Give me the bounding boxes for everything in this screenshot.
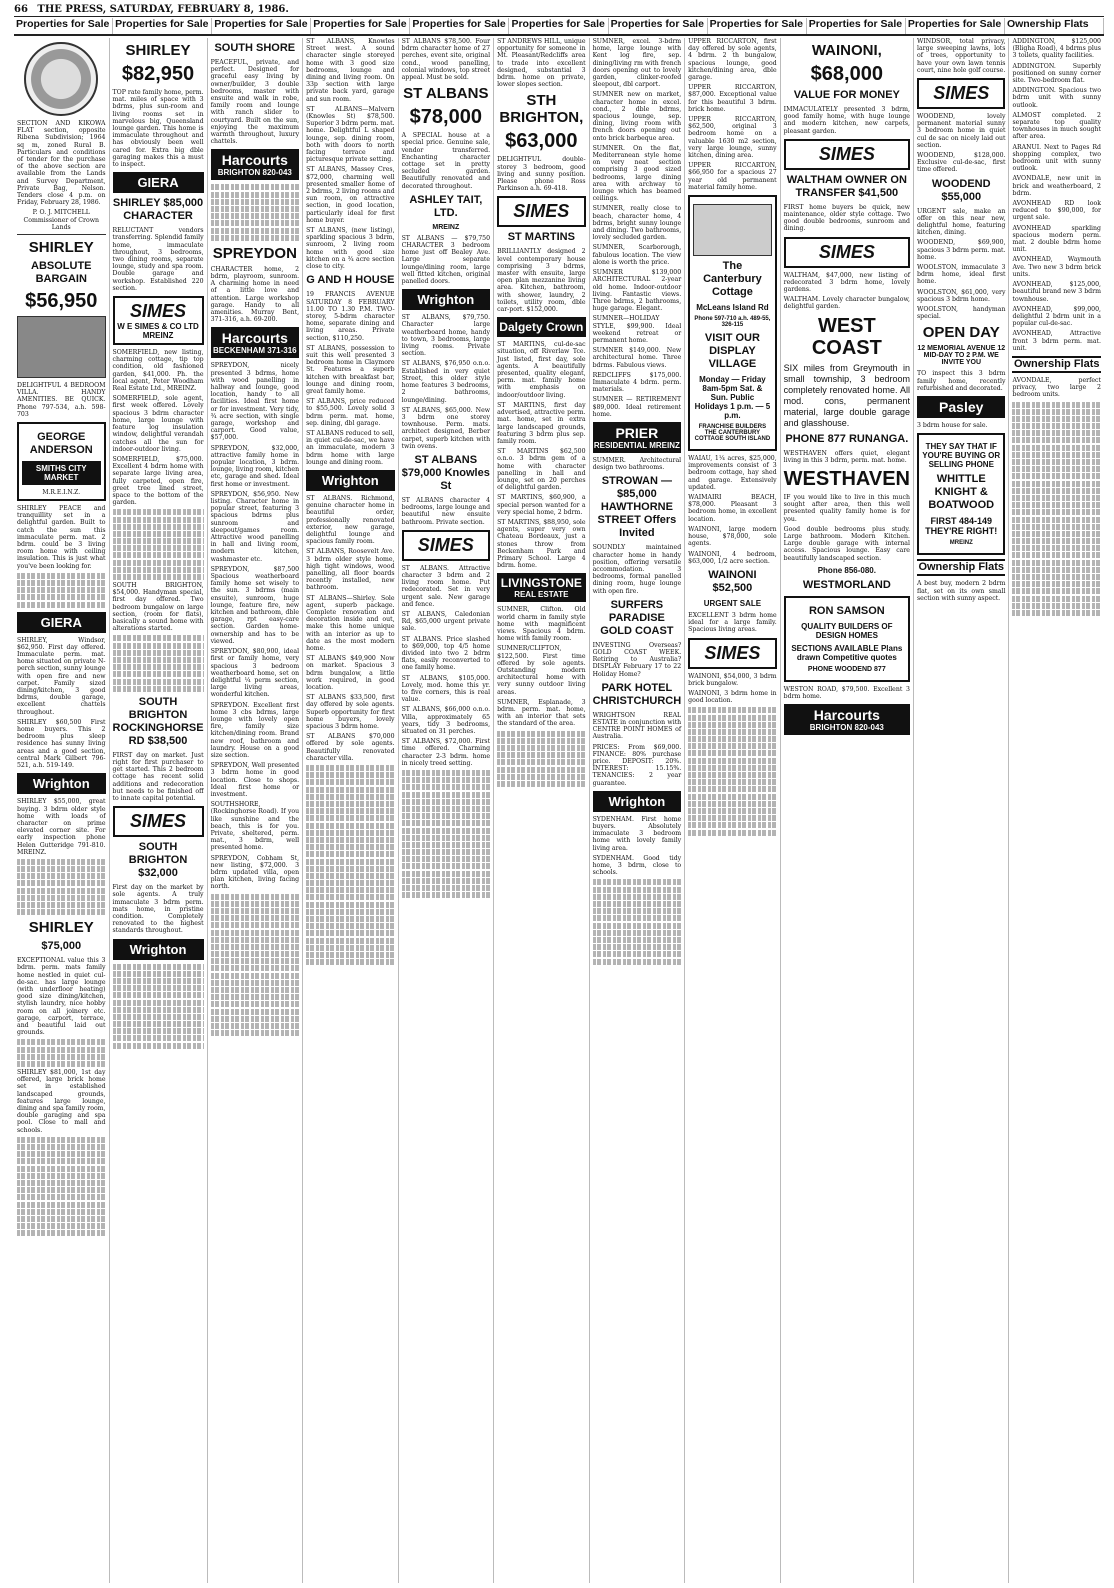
ad-text: ST ALBANS, $65,000. New 3 bdrm one storey townhouse. Perm. mats. architect designed, Berber carpet, superb kitchen with twin ovens. (401, 406, 491, 450)
ad-text: SYDENHAM. Good tidy home, 3 bdrm, close to schools. (592, 854, 682, 877)
simes-logo: SIMES (784, 139, 910, 170)
agency-sub: MREINZ (949, 540, 973, 547)
ad-text: SPREYDON, $87,500 Spacious weatherboard family home set wisely to the sun. 3 bdrms (main ensuite), sunroom, huge lounge, feature fire, new kitchen and bathroom, dble garage, rpt easy-care section. Garden home-ownership and has to be viewed. (210, 565, 300, 645)
ad-heading: SPREYDON (212, 244, 297, 262)
cottage-logo: The Canterbury Cottage (703, 260, 762, 299)
ad-text: WAIMAIRI BEACH, $78,000. Pleasant 3 bedroom home, in excellent location. (688, 494, 777, 523)
masthead (14, 4, 1104, 17)
section-header: Properties for Sale (609, 18, 708, 34)
masthead-title: THE PRESS, SATURDAY, FEBRUARY 8, 1986. (37, 4, 289, 15)
ad-heading: SOUTH SHORE (214, 42, 296, 54)
ad-text: Good double bedrooms plus study. Large bathroom. Modern Kitchen. Large double garage with internal access. Spacious lounge. Easy care beautifully landscaped section. (783, 525, 910, 562)
ad-text: WALTHAM. Lovely character bungalow, delightful garden. (783, 296, 910, 311)
ad-text: A SPECIAL house at a special price. Genuine sale, vendor transferred. Enchanting character cottage set in pretty secluded garden. Beautifully renovated and decorated throughout. (401, 132, 491, 190)
section-header: Ownership Flats (1005, 18, 1104, 34)
ad-text: ST ALBANS, $76,950 o.n.o. Established in very quiet Street, this older style home features 3 bedrooms, 2 bathrooms, lounge/dining. (401, 360, 491, 404)
tender-notice: SECTION AND KIKOWA FLAT section, opposite Ribena Subdivision; 1964 sq m, zoned Rural B. Particulars and conditions of tender for the purchase of the above section are available from the Lands and Survey Department, Private Bag, Nelson. Tenders close 4 p.m. on Friday, February 28, 1986. (17, 120, 106, 207)
ad-text: URGENT sale, make an offer on this near new, delightful home, featuring kitchen, dining. (916, 207, 1006, 237)
agent-name: ASHLEY TAIT, LTD. (409, 193, 483, 219)
ad-text: SUMNER new on market, character home in excel. cond., 2 dble bdrms, spacious lounge, sep. dining, living room with french doors opening out onto brick barbeque area. (592, 91, 682, 142)
ad-text: SPREYDON, $80,900, ideal first or family home, very spacious 3 bedroom weatherboard home, set on delightful ¼ perm section, large living areas, wonderful kitchen. (210, 648, 300, 699)
ad-text: EXCEPTIONAL value this 3 bdrm. perm. mats family home nestled in quiet cul-de-sac. has large lounge (with underfloor heating) good size dining/kitchen, stylish laundry, nice hobby room on all joinery etc. garage, carport, terrace, and beautiful laid out grounds. (17, 957, 106, 1037)
ad-text: 19 FRANCIS AVENUE SATURDAY 8 FEBRUARY 11.00 TO 1.30 P.M. TWO-storey, 5-bdrm character home, separate dining and living areas. Private section, $110,250. (306, 291, 395, 342)
ad-text: ST ALBANS. Price slashed to $69,000, top 4/5 home divided into two 2 bdrm flats, easily reconverted to one family home. (401, 635, 491, 672)
ad-text: AVONHEAD, $125,000, beautiful brand new 3 bdrm townhouse. (1012, 281, 1101, 303)
ad-text: UPPER RICCARTON, $62,500, original 3 bedroom home on a valuable 1630 m2 section, very large lounge, sunny kitchen, dining area. (688, 116, 777, 160)
section-header: Properties for Sale (14, 18, 113, 34)
ad-text: ADDINGTON. Superbly positioned on sunny corner site. Two-bedroom flat. (1012, 62, 1101, 85)
simes-logo: SIMES (497, 196, 586, 227)
ad-heading: WALTHAM OWNER ON TRANSFER $41,500 (786, 173, 907, 199)
wrighton-logo: Wrighton (113, 939, 204, 960)
ad-text: ST MARTINS, first day advertised, attractive perm. mat. home, set in extra large landscaped grounds, featuring 3 bdrm plus sep. family room. (497, 401, 586, 445)
simes-logo: SIMES (688, 638, 777, 669)
simes-logo-text: SIMES (130, 301, 187, 322)
ad-price: $78,000 (409, 106, 482, 129)
ad-text: FIRST home buyers be quick, new maintenance, older style cottage. Two good double bedrooms, sunroom and dining. (783, 203, 910, 233)
ad-heading: STH BRIGHTON, (499, 92, 584, 127)
prier-logo (593, 422, 682, 453)
livingstone-sub: REAL ESTATE (497, 590, 586, 599)
harcourts-logo (784, 704, 910, 735)
ad-text: SUMNER. On the flat, Mediterranean style home on very neat section comprising 3 good sized bedrooms, large dining area with archway to lounge which has beamed ceilings. (592, 144, 682, 203)
ad-heading: SURFERS PARADISE GOLD COAST (600, 598, 674, 637)
ad-text: WAINONI, large modern house, $78,000, sole agents. (688, 525, 777, 548)
ad-text: DELIGHTFUL double-storey 3 bedroom, good living and sunny position. Please phone Ross Parkinson a.h. 69-418. (497, 156, 586, 193)
agency-phone: FIRST 484-149 THEY'RE RIGHT! (925, 516, 998, 537)
giera-logo: GIERA (113, 172, 204, 193)
ad-text: WOODEND, lovely permanent material sunny 3 bedroom home in quiet cul de sac on nicely laid out section. (916, 113, 1006, 149)
text-lines (211, 184, 300, 240)
harcourts-logo-text: Harcourts (813, 707, 880, 724)
harcourts-phone: BRIGHTON 820-043 (211, 168, 300, 177)
text-lines (688, 707, 777, 835)
text-lines (113, 509, 204, 580)
section-header: Ownership Flats (917, 559, 1006, 576)
section-header: Properties for Sale (410, 18, 509, 34)
text-lines (113, 964, 204, 1049)
section-headers (14, 18, 1104, 36)
ad-heading: WAINONI $52,500 (708, 568, 757, 594)
ad-text: ALMOST completed. 2 separate top quality townhouses in much sought after area. (1012, 111, 1101, 141)
text-lines (211, 894, 300, 1037)
cottage-photo (693, 204, 772, 256)
cottage-visit: VISIT OUR DISPLAY VILLAGE (704, 332, 760, 371)
ad-text: TO inspect this 3 bdrm family home, recently refurbished and decorated. (916, 370, 1006, 392)
ad-text: SOUNDLY maintained character home in handy position, offering versatile accommodation. 3 bedrooms, formal panelled dining room, huge lounge with open fire. (592, 544, 682, 595)
ad-text: INVESTING Overseas? GOLD COAST WEEK. Retiring to Australia? DISPLAY February 17 to 22 Holiday Home? (592, 641, 682, 678)
ad-text: A best buy, modern 2 bdrm flat, set on its own small section with sunny aspect. (916, 580, 1006, 602)
ad-text: ST ALBANS, $79,750. Character large weatherboard home, handy to town, 3 bedrooms, large living rooms. Private section. (401, 314, 491, 358)
ad-heading: WESTHAVEN (783, 468, 910, 491)
ad-heading: G AND H HOUSE (306, 274, 395, 287)
cottage-hours: Monday — Friday 8am-5pm Sat. & Sun. Public Holidays 1 p.m. — 5 p.m. (694, 375, 771, 421)
whittle-knight-ad (917, 433, 1006, 555)
text-lines (306, 765, 395, 965)
harcourts-logo (211, 327, 300, 358)
ad-price: $63,000 (505, 130, 578, 153)
section-header: Properties for Sale (807, 18, 906, 34)
text-lines (1012, 402, 1101, 616)
ad-text: SOUTH BRIGHTON, $54,000. Handyman special, first day offered. Two bedroom bungalow on large section, (room for flats), basically a sound home with alterations started. (112, 582, 204, 633)
open-day-address: 12 MEMORIAL AVENUE 12 MID-DAY TO 2 P.M. WE INVITE YOU (917, 345, 1006, 367)
ad-text: SUMMER. Architectural design two bathrooms. (592, 456, 682, 472)
ad-text: SUMNER — RETIREMENT $89,000. Ideal retirement home. (592, 396, 682, 418)
ad-text: AVONHEAD, Waymouth Ave. Two new 3 bdrm brick units. (1012, 256, 1101, 278)
ad-heading: ST ALBANS $79,000 Knowles St (401, 453, 490, 492)
column-1 (14, 38, 110, 1583)
ad-text: ST ALBANS, Massey Cres, $72,000, charming well presented smaller home of 2 bdrms, 2 living rooms and sun room, on attractive section, in good location, particularly ideal for first home buyer. (306, 166, 395, 224)
ad-text: ST MARTINS, $60,900, a special person wanted for a very special home, 2 bdrm. (497, 494, 586, 516)
ad-text: ST ALBANS $70,000 offered by sole agents. Beautifully renovated character villa. (306, 733, 395, 762)
ad-heading: SHIRLEY $85,000 CHARACTER (112, 197, 204, 223)
ad-heading: PARK HOTEL CHRISTCHURCH (592, 681, 682, 707)
ad-text: SUMNER $149,000. New architectural home. Three bdrms. Fabulous views. (592, 347, 682, 369)
ad-text: UPPER RICCARTON, $66,950 for a spacious 27 year old permanent material family home. (688, 162, 777, 191)
ad-text: WINDSOR, total privacy, large sweeping lawns, lots of trees, opportunity to have your own lawn tennis court, nine hole golf course. (916, 38, 1006, 74)
builder-tagline: QUALITY BUILDERS OF DESIGN HOMES (801, 621, 893, 640)
ad-price: $82,950 (121, 63, 195, 85)
ad-price: $75,000 (41, 940, 82, 953)
ad-text: SIX miles from Greymouth in small township, 3 bedroom completely renovated home. All mod. cons, permanent material, large double garage and glasshouse. (783, 362, 910, 428)
ad-text: EXCELLENT 3 bdrm home ideal for a large family. Spacious living areas. (688, 611, 777, 634)
ad-text: ST ALBANS. Richmond, genuine character home in beautiful order, professionally renovated exterior, new garage, delightful lounge and spacious family room. (306, 494, 395, 546)
cottage-address: McLeans Island Rd (696, 303, 769, 313)
ad-heading: WEST COAST (811, 314, 882, 359)
ad-heading: SHIRLEY (28, 919, 94, 937)
ad-text: UPPER RICCARTON, first day offered by sole agents, 4 bdrm. 2 th bungalow, spacious lounge, good kitchen/dining area, dble garage. (688, 38, 777, 82)
ad-text: BRILLIANTLY designed 2 level contemporary house comprising 3 bdrms, master with ensuite, large open plan mezzanine living area. Kitchen, bathroom, with shower, laundry, 2 toilets, utility room, dble car-port. $152,000. (497, 248, 586, 314)
text-lines (113, 635, 204, 691)
ad-subheading: ABSOLUTE BARGAIN (31, 260, 92, 286)
prier-logo-text: PRIER (615, 424, 659, 441)
simes-logo-sub: W E SIMES & CO LTD MREINZ (117, 322, 199, 341)
ad-text: ARANUI. Next to Pages Rd shopping complex, two bedroom unit with sunny outlook. (1012, 143, 1101, 173)
ad-text: PRICES: From $69,000. FINANCE: 80% purchase price. DEPOSIT: 20%. INTEREST: 15.15%. TENANCIES: 2 year guarantee. (592, 743, 682, 787)
ad-text: WOODEND, $69,900, spacious 3 bdrm perm. mat. home. (916, 239, 1006, 261)
ad-text: SPREYDON. Excellent first home 3 cbs bdrms, large lounge with lovely open fire, family size kitchen/dining room. Brand new roof, bathroom and laundry. House on a good size section. (210, 701, 300, 759)
open-day-heading: OPEN DAY (922, 324, 1000, 342)
ad-text: IF you would like to live in this much sought after area, then this well presented quality family home is for you. (783, 494, 910, 523)
ad-text: SPREYDON, Cobham St, new listing, $72,000. 3 bdrm updated villa, open plan kitchen, living facing north. (210, 854, 300, 891)
ad-text: WALTHAM, $47,000, new listing of redecorated 3 bdrm home, lovely gardens. (783, 271, 910, 294)
simes-logo: SIMES (113, 806, 204, 837)
ad-text: SHIRLEY, Windsor, $62,950. First day offered. Immaculate perm. mat. home situated on private N-perch section, sunny lounge with open fire and new carpet. Family sized dining/kitchen, 3 good bdrms, double garage, excellent chattels throughout. (17, 636, 106, 716)
wrighton-logo: Wrighton (17, 773, 106, 794)
ad-text: WAINONI, 3 bdrm home in good location. (688, 689, 777, 705)
ad-text: WESTHAVEN offers quiet, elegant living in this 3 bdrm, perm. mat. home. (783, 449, 910, 464)
ad-price: $56,950 (25, 290, 98, 313)
ad-text: IMMACULATELY presented 3 bdrm, good family home, with huge lounge and modern kitchen, new carpets, pleasant garden. (783, 106, 910, 135)
ad-text: ST ALBANS reduced to sell, in quiet cul-de-sac, we have an immaculate, modern 3 bdrm home with large lounge and dining room. (306, 429, 395, 466)
ad-text: ST ALBANS—Malvern (Knowles St) $78,500. Superior 3 bdrm perm. mat. home. Delightful L shaped lounge, sep. dining room, both with doors to north facing terrace and picturesque private setting. (306, 105, 395, 164)
ad-phone: Phone 856-080. (817, 565, 876, 575)
livingstone-logo-text: LIVINGSTONE (500, 576, 582, 591)
builder-phone: PHONE WOODEND 877 (807, 665, 886, 673)
ad-text: UPPER RICCARTON, $87,000. Exceptional value for this beautiful 3 bdrm. brick home. (688, 84, 777, 113)
canterbury-cottage-ad (688, 195, 777, 451)
agent-logo-text: SMITHS CITY MARKET (35, 464, 87, 483)
column-6 (494, 38, 590, 1583)
harcourts-logo (211, 149, 300, 180)
wrighton-logo: Wrighton (306, 470, 395, 491)
ad-text: SOMERFIELD, $75,000. Excellent 4 bdrm home with separate large living area, fully carpeted, open fire, greet tree lined street, space to the bottom of the garden. (112, 455, 204, 507)
ad-text: ST ALBANS—Shirley. Sole agent, superb package. Complete renovation and decoration inside and out, make this home unique with an interior as up to date as the most modern home. (306, 594, 395, 653)
ad-text: WOOLSTON, immaculate 3 bdrm home, ideal first home. (916, 264, 1006, 286)
text-lines (17, 1137, 106, 1236)
ad-text: ADDINGTON, $125,000 (Bligha Road), 4 bdrms plus 3 toilets, quality facilities. (1012, 38, 1101, 60)
ad-text: SPREYDON, Well presented 3 bdrm home in good location. Close to shops. Ideal first home or investment. (210, 762, 300, 798)
pasley-logo: Pasley (917, 396, 1006, 418)
speech-bubble-text: THEY SAY THAT IF YOU'RE BUYING OR SELLING PHONE (922, 442, 1001, 470)
ad-text: ST ALBANS, $66,000 o.n.o. Villa, approximately 65 years, tidy 3 bedrooms, situated on 31 perches. (401, 706, 491, 735)
ad-text: REDCLIFFS $175,000. Immaculate 4 bdrm. perm. materials. (592, 371, 682, 394)
ad-text: WOODEND, $128,000. Exclusive cul-de-sac, first time offered. (916, 152, 1006, 174)
ad-text: ST ALBANS, price reduced to $55,500. Lovely solid 3 bdrm perm. mat. home, sep. dining, dbl garage. (306, 398, 395, 427)
ad-text: WAINONI, 4 bedroom, $63,000, 1/2 acre section. (688, 550, 777, 565)
ad-text: SOMERFIELD, sole agent, first week offered. Lovely spacious 3 bdrm character home, large lounge with feature log insulation window, delightful verandah catches all the sun for indoor-outdoor living. (112, 395, 204, 453)
divider (17, 234, 106, 235)
harcourts-logo-text: Harcourts (221, 330, 288, 347)
section-header: Properties for Sale (212, 18, 311, 34)
ad-text: SUMNER/CLIFTON, $122,500. First time offered by sole agents. Outstanding modern architectural home with very sunny outdoor living areas. (497, 645, 586, 696)
ad-text: AVONDALE, perfect privacy, two large 2 bedroom units. (1012, 376, 1101, 399)
column-5 (399, 38, 495, 1583)
column-10 (914, 38, 1010, 1583)
text-lines (402, 770, 491, 898)
column-3 (208, 38, 304, 1583)
ad-text: WOOLSTON, handyman special. (916, 306, 1006, 321)
section-header: Properties for Sale (906, 18, 1005, 34)
ad-text: SUMNER, Clifton. Old world charm in family style home with magnificent views. Spacious 4 bdrm. home with family room. (497, 606, 586, 643)
agent-logo (22, 461, 101, 485)
section-header: Properties for Sale (708, 18, 807, 34)
column-11 (1009, 38, 1104, 1583)
ad-text: ST ALBANS, $72,000. First time offered. Charming character 2-3 bdrm. home in nicely treed setting. (401, 738, 491, 767)
cottage-phones: Phone 597-710 a.h. 489-55, 326-115 (694, 316, 771, 329)
simes-logo (113, 296, 204, 345)
ad-text: SYDENHAM. First home buyers. Absolutely immaculate 3 bedroom home with lovely family living area. (592, 815, 682, 852)
ad-heading: SOUTH BRIGHTON $32,000 (128, 841, 188, 880)
ad-text: SUMNER, really close to beach, character home, 4 bdrms, bright sunny lounge and dining. Two bathrooms, lovely secluded garden. (592, 205, 682, 242)
giera-logo: GIERA (17, 612, 106, 633)
builder-sections: SECTIONS AVAILABLE Plans drawn Competitive quotes (791, 643, 903, 662)
columns (14, 38, 1104, 1583)
ad-text: ST ALBANS character 4 bedrooms, large lounge and beautiful new ensuite bathroom. Private section. (401, 496, 491, 526)
ad-heading: ST ALBANS (403, 85, 489, 103)
ad-text: ST ALBANS — $79,750 CHARACTER 3 bedroom home just off Bealey Ave. Large separate lounge/dining room, large well fitted kitchen, original panelled doors. (401, 234, 491, 286)
ad-text: ST ALBANS $78,500. Four bdrm character home of 27 perches, event site, original cond., wood panelling, colonial windows, top street appeal. Must be sold. (401, 38, 491, 82)
wrighton-logo: Wrighton (593, 791, 682, 812)
ad-text: ST ALBANS, Knowles Street west. A sound character single storeyed home with 3 good size bedrooms, lounge and dining and living room. On 33p section with large private back yard, garage and sun room. (306, 38, 395, 103)
ad-text: AVONHEAD, Attractive front 3 bdrm perm. mat. unit. (1012, 330, 1101, 352)
page-number: 66 (14, 4, 28, 15)
agent-sub: M.R.E.I.N.Z. (42, 489, 81, 497)
house-photo (17, 316, 106, 378)
ad-text: SHIRLEY $55,000, great buying. 3 bdrm older style home with loads of character on prime elevated corner site. For early inspection phone Helen Gutteridge 791-810. MREINZ. (17, 798, 106, 856)
ad-phone: PHONE 877 RUNANGA. (785, 432, 909, 445)
ad-text: WESTON ROAD, $79,500. Excellent 3 bdrm home. (783, 685, 910, 701)
ad-text: ST ALBANS, possession to suit this well presented 3 bedroom home in Claymore St. Features a superb kitchen with breakfast bar, lounge and dining room, great family home. (306, 344, 395, 395)
ad-text: ST MARTINS, cul-de-sac situation, off Riverlaw Tce. Just listed, first day, sole agents. A beautifully presented, quality elegant, perm. mat. family home with emphasis on indoor/outdoor living. (497, 341, 586, 399)
ad-text: WRIGHTSON REAL ESTATE in conjunction with CENTRE POINT HOMES of Australia. (592, 711, 682, 741)
ad-text: ST ALBANS, (new listing), sparkling spacious 3 bdrm, sunroom, 2 living room home with good size kitchen on a ¾ acre section close to city. (306, 227, 395, 271)
ad-subheading: VALUE FOR MONEY (793, 89, 900, 101)
simes-logo: SIMES (402, 530, 491, 561)
text-lines (593, 879, 682, 964)
section-header: Ownership Flats (1012, 356, 1101, 373)
harcourts-phone: BECKENHAM 371-316 (211, 346, 300, 355)
ad-heading: SHIRLEY (28, 239, 94, 257)
ad-text: AVONHEAD, $99,000, delightful 2 bdrm unit in a popular cul-de-sac. (1012, 305, 1101, 328)
ad-text: SPREYDON, $56,950. New listing. Character home in popular street, featuring 3 spacious bdrms plus sunroom and sleepout/games room. Attractive wood panelling in hall and living room, modern kitchen, washmaster etc. (210, 490, 300, 563)
agent-box (17, 422, 106, 501)
column-7 (590, 38, 686, 1583)
ad-heading: WESTMORLAND (802, 578, 891, 591)
ad-text: WOOLSTON, $61,000, very spacious 3 bdrm home. (916, 288, 1006, 303)
section-header: Properties for Sale (311, 18, 410, 34)
column-4 (303, 38, 399, 1583)
text-lines (17, 859, 106, 915)
livingstone-logo (497, 573, 586, 602)
ad-text: SHIRLEY $60,500 First home buyers. This 2 bedroom plus sleep residence has sunny living areas and a good section, central Mark Gilbert 796-521, a.h. 519-149. (17, 718, 106, 770)
ad-price: $68,000 (810, 63, 883, 85)
builder-ad (784, 596, 910, 682)
text-lines (497, 731, 586, 787)
agency-name: WHITTLE KNIGHT & BOATWOOD (928, 473, 995, 512)
section-header: Properties for Sale (113, 18, 212, 34)
ad-text: ST ALBANS $49,900 Now on market. Spacious 3 bdrm bungalow, a little work required, in good location. (306, 655, 395, 692)
ad-subheading: URGENT SALE (703, 598, 762, 608)
ad-heading: ST MARTINS (507, 231, 575, 244)
ad-text: SPREYDON, $32,000, attractive family home in popular location, 3 bdrm. lounge, living room, kitchen etc, garage and shed. Ideal first home or investment. (210, 444, 300, 488)
ad-text: ST ALBANS, Roosevelt Ave. 3 bdrm older style home, high tight windows, wood panelling, all floor boards recently installed, new bathroom. (306, 548, 395, 592)
ad-text: SOUTHSHORE, (Rockinghorse Road). If you like sunshine and the beach, this is for you. Private, sheltered, perm. mat., 3 bdrm, well presented home. (210, 801, 300, 852)
ad-text: RELUCTANT vendors transferring. Splendid family home, immaculate throughout, 3 bedrooms, two dining rooms, separate lounge, study and spa room. Double garage and workshop. Established 220 section. (112, 227, 204, 292)
ad-text: FIRST day on market. Just right for first purchaser to get started. This 2 bedroom cottage has recent solid additions and redecoration but needs to be finished off to innate capital potential. (112, 751, 204, 802)
ad-text: SUMNER—HOLIDAY STYLE, $99,900. Ideal weekend retreat or permanent home. (592, 315, 682, 344)
text-lines (17, 1039, 106, 1067)
ad-text: ADDINGTON. Spacious two bdrm unit with sunny outlook. (1012, 87, 1101, 109)
ad-text: ST ALBANS $33,500, first day offered by sole agents. Superb opportunity for first home buyers, lovely spacious 3 bdrm home. (306, 694, 395, 731)
simes-logo: SIMES (784, 237, 910, 268)
ad-text: WAINONI, $54,000, 3 bdrm brick bungalow. (688, 672, 777, 687)
harcourts-phone: BRIGHTON 820-043 (784, 723, 910, 732)
ad-text: ST ALBANS, $105,000. Lovely, mod. home this yr. to five corners, this is real value. (401, 674, 491, 704)
prier-sub: RESIDENTIAL MREINZ (593, 440, 680, 450)
text-lines (17, 573, 106, 608)
ad-text: ST ALBANS. Attractive character 3 bdrm and 2 living room home. Put redecorated. Set in very urgent sale. New garage and fence. (401, 564, 491, 608)
ad-text: SUMNER $139,000 ARCHITECTURAL 2-year old home. Indoor-outdoor living. Fantastic views. Three bdrms, 2 bathrooms, huge garage. Elegant. (592, 269, 682, 313)
ad-text: SUMNER, excel. 3-bdrm home, large lounge with Kent log fire, sep. dining/living rm with french doors opening out to lovely garden, clinker-roofed sleepout, dbl carport. (592, 38, 682, 89)
ad-text: ST ALBANS, Caledonian Rd, $65,000 urgent private sale. (401, 610, 491, 633)
crown-seal-icon (24, 42, 98, 116)
ad-heading: WAINONI, (811, 42, 882, 59)
ad-text: ST MARTINS, $88,950, sole agents, super very own Chateau Bordeaux, just a stones throw from Beckenham Park and Primary School. Large 4 bdrm. home. (497, 518, 586, 570)
ad-text: WAIAU, 1¼ acres, $25,000, improvements consist of 3 bedroom cottage, hay shed and garage. Extensively updated. (688, 455, 777, 491)
ad-text: PEACEFUL, private, and perfect. Designed for graceful easy living by owner/builder, 3 double bedrooms, master with ensuite and walk in robe, family room and lounge with ranch slider to courtyard. Built on the sun, enjoying the maximum warmth throughout, luxury chattels. (210, 59, 300, 146)
ad-heading: SOUTH BRIGHTON ROCKINGHORSE RD $38,500 (112, 695, 204, 747)
tender-signature: P. O. J. MITCHELL Commissioner of Crown Lands (23, 209, 99, 231)
simes-logo: SIMES (917, 78, 1006, 109)
column-8 (685, 38, 781, 1583)
ad-text: SHIRLEY $81,000, 1st day offered, large brick home set in established landscaped grounds, features large lounge, dining and spa family room, double garaging and spa pool. Close to mall and schools. (17, 1069, 106, 1134)
ad-text: 3 bdrm house for sale. (916, 422, 988, 430)
builder-name: RON SAMSON (808, 604, 885, 617)
ad-text: SUMNER, Esplanade, 3 bdrm. perm. mat. home, with an interior that sets the standard of the area. (497, 698, 586, 728)
ad-text: DELIGHTFUL 4 BEDROOM VILLA. HANDY AMENITIES. BE QUICK. Phone 797-534, a.h. 598-703 (17, 382, 106, 418)
ad-text: First day on the market by sole agents. A truly immaculate 3 bdrm perm. mats home, in pristine condition. Completely renovated to the highest standards throughout. (112, 884, 204, 935)
ad-heading: WOODEND $55,000 (931, 177, 991, 203)
ad-text: CHARACTER home, 2 bdrm, playroom, sunroom. A charming home in need of a little love and attention. Large workshop garage. Handy to all amenities. Murray Bent, 371-316, a.h. 69-200. (210, 265, 300, 324)
agent-sub: MREINZ (432, 223, 460, 231)
ad-text: SOMERFIELD, new listing, charming cottage, tip top condition, old fashioned garden, $41,000. Ph. the local agent, Peter Woodham Real Estate Ltd., MREINZ. (112, 349, 204, 393)
agent-name: GEORGE ANDERSON (29, 431, 93, 457)
dalgety-logo: Dalgety Crown (497, 317, 586, 337)
section-header: Properties for Sale (509, 18, 608, 34)
ad-text: ST ANDREWS HILL, unique opportunity for someone in Mt. Pleasant/Redcliffs area to trade into excellent designed, substantial 3 bdrm. home on private, lower slopes section. (497, 38, 586, 89)
ad-heading: STROWAN — $85,000 HAWTHORNE STREET Offers Invited (597, 475, 677, 540)
harcourts-logo-text: Harcourts (221, 152, 288, 169)
ad-text: AVONHEAD RD look reduced to $90,000, for urgent sale. (1012, 200, 1101, 222)
column-9 (781, 38, 914, 1583)
ad-text: AVONDALE, new unit in brick and weatherboard, 2 bdrm. (1012, 175, 1101, 197)
column-2 (110, 38, 208, 1583)
cottage-franchise: FRANCHISE BUILDERS THE CANTERBURY COTTAGE SOUTH ISLAND (694, 424, 771, 443)
ad-text: ST MARTINS $62,500 o.n.o. 3 bdrm gem of a home with character panelling in hall and lounge, set on 20 perches of delightful garden. (497, 448, 586, 492)
wrighton-logo: Wrighton (402, 289, 491, 310)
ad-text: SPREYDON, nicely presented 3 bdrms, home with wood panelling in hallway and lounge, good location, handy to all facilities. Ideal first home or for investment. Very tidy, ¾ acre section, with single garage, workshop and carport. Good value, $57,000. (210, 362, 300, 442)
ad-text: TOP rate family home, perm. mat. miles of space with 3 bdrms, plus sun-room and living rooms set in marvelous big, Queensland lounge garden. This home is immaculate throughout and has obviously been well cared for. Extra big dble garaging makes this a must to inspect. (112, 89, 204, 169)
ad-heading: SHIRLEY (125, 42, 191, 59)
ad-text: SUMNER, Scarborough, fabulous location. The view alone is worth the price. (592, 244, 682, 266)
ad-text: SHIRLEY PEACE and tranquillity set in a delightful garden. Built to catch the sun this immaculate perm. mat. 2 bdrm. could be 3 living room home with ceiling insulation. This is just what you've been looking for. (17, 505, 106, 570)
ad-text: AVONHEAD sparkling spacious modern perm. mat. 2 double bdrm home unit. (1012, 224, 1101, 254)
